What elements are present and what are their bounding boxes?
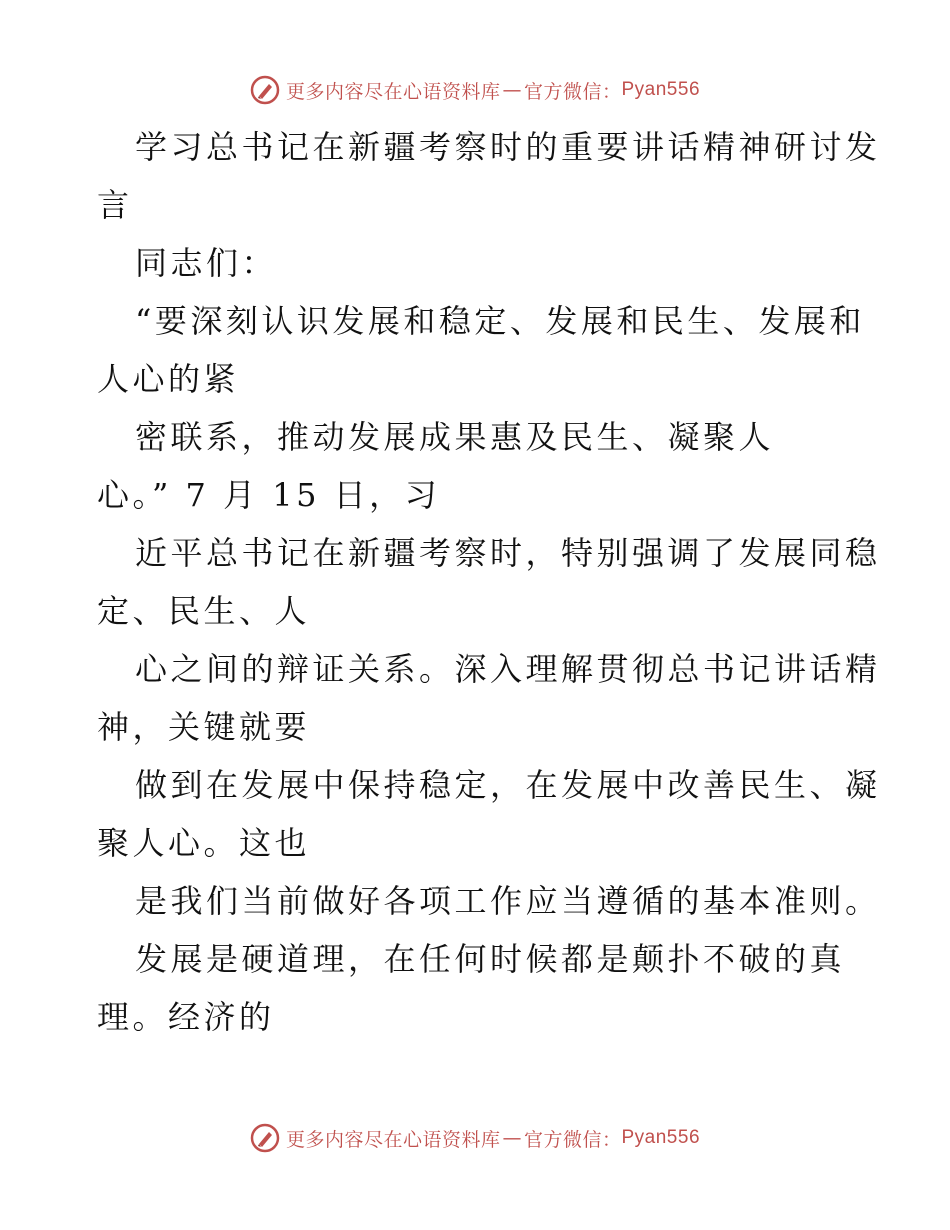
header-wechat-label: 官方微信： (523, 80, 622, 103)
paragraph-line: 密联系，推动发展成果惠及民生、凝聚人 (135, 418, 775, 456)
paragraph-line: 心之间的辩证关系。深入理解贯彻总书记讲话精 (135, 650, 881, 688)
paragraph-line: 聚人心。这也 (97, 824, 311, 862)
paragraph-line: 做到在发展中保持稳定，在发展中改善民生、凝 (135, 766, 881, 804)
title-line-1: 学习总书记在新疆考察时的重要讲话精神研讨发 (135, 128, 881, 166)
header-banner (0, 70, 950, 110)
paragraph-line: 发展是硬道理，在任何时候都是颠扑不破的真 (135, 940, 846, 978)
header-wechat-id: Pyan556 (621, 79, 701, 100)
footer-wechat-label: 官方微信： (523, 1128, 622, 1151)
header-banner-text: 更多内容尽在心语资料库 (285, 80, 501, 103)
title-line-2: 言 (97, 186, 133, 224)
pen-seal-logo-icon (250, 75, 280, 105)
header-banner-separator: — (502, 79, 522, 101)
paragraph-line: 定、民生、人 (97, 592, 311, 630)
footer-banner-separator: — (502, 1127, 522, 1149)
paragraph-line: 人心的紧 (97, 360, 240, 398)
paragraph-line: 近平总书记在新疆考察时，特别强调了发展同稳 (135, 534, 881, 572)
document-body (97, 118, 881, 1046)
footer-banner-text: 更多内容尽在心语资料库 (285, 1128, 501, 1151)
paragraph-line: 理。经济的 (97, 998, 275, 1036)
paragraph-line: 神，关键就要 (97, 708, 311, 746)
salutation: 同志们： (135, 244, 278, 282)
paragraph-line: “要深刻认识发展和稳定、发展和民生、发展和 (135, 302, 865, 340)
footer-wechat-id: Pyan556 (621, 1127, 701, 1148)
paragraph-line: 是我们当前做好各项工作应当遵循的基本准则。 (135, 882, 881, 920)
pen-seal-logo-icon (250, 1123, 280, 1153)
footer-banner (0, 1118, 950, 1158)
paragraph-line: 心。” 7 月 15 日，习 (97, 476, 441, 514)
